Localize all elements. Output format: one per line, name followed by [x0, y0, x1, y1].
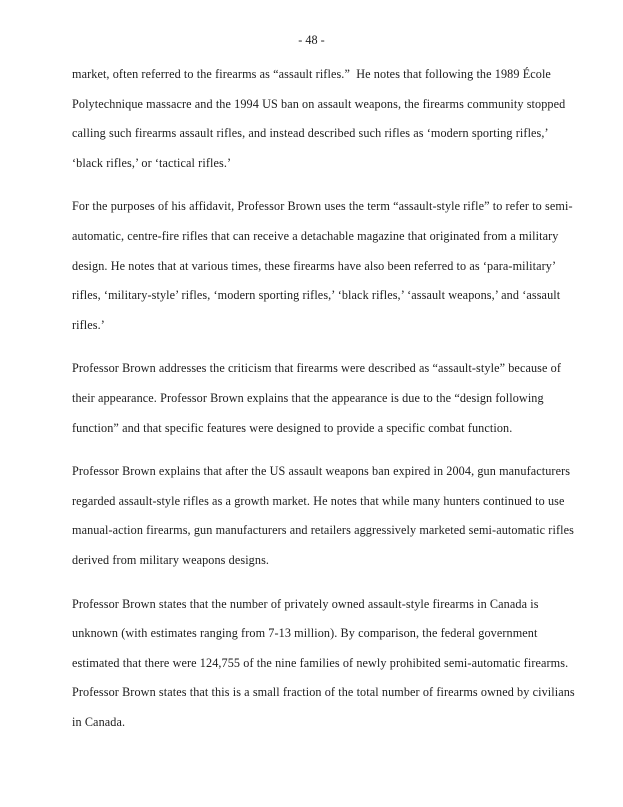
document-body [72, 60, 575, 737]
text-line: Professor Brown states that this is a small fraction of the total number of firearms owned by civilians [72, 685, 575, 700]
page-number: - 48 - [298, 33, 325, 47]
text-line: For the purposes of his affidavit, Professor Brown uses the term “assault-style rifle” to refer to semi- [72, 199, 573, 214]
text-line: rifles, ‘military-style’ rifles, ‘modern sporting rifles,’ ‘black rifles,’ ‘assault weapons,’ and ‘assault [72, 288, 561, 303]
text-line: regarded assault-style rifles as a growth market. He notes that while many hunters continued to use [72, 493, 565, 508]
text-line: their appearance. Professor Brown explains that the appearance is due to the “design following [72, 390, 544, 405]
text-line: function” and that specific features were designed to provide a specific combat function. [72, 420, 513, 435]
text-line: Professor Brown addresses the criticism that firearms were described as “assault-style” because of [72, 361, 562, 376]
text-line: rifles.’ [72, 317, 105, 332]
paragraph [72, 60, 566, 178]
text-line: calling such firearms assault rifles, and instead described such rifles as ‘modern sporting rifles,’ [72, 126, 549, 141]
paragraph [72, 590, 575, 738]
text-line: unknown (with estimates ranging from 7-13 million). By comparison, the federal government [72, 626, 538, 641]
text-line: Professor Brown states that the number of privately owned assault-style firearms in Canada is [72, 596, 539, 611]
text-line: in Canada. [72, 714, 126, 729]
text-line: Professor Brown explains that after the US assault weapons ban expired in 2004, gun manufacturers [72, 464, 571, 479]
paragraph [72, 192, 573, 340]
text-line: design. He notes that at various times, these firearms have also been referred to as ‘para-military’ [72, 258, 557, 273]
text-line: derived from military weapons designs. [72, 552, 270, 567]
text-line: ‘black rifles,’ or ‘tactical rifles.’ [72, 155, 232, 170]
text-line: automatic, centre-fire rifles that can receive a detachable magazine that originated from a military [72, 228, 559, 243]
paragraph [72, 457, 574, 575]
paragraph [72, 354, 562, 443]
text-line: Polytechnique massacre and the 1994 US ban on assault weapons, the firearms community stopped [72, 96, 566, 111]
text-line: estimated that there were 124,755 of the nine families of newly prohibited semi-automatic firearms. [72, 655, 569, 670]
text-line: market, often referred to the firearms as “assault rifles.” He notes that following the 1989 École [72, 67, 551, 81]
text-line: manual-action firearms, gun manufacturers and retailers aggressively marketed semi-automatic rifles [72, 523, 574, 538]
